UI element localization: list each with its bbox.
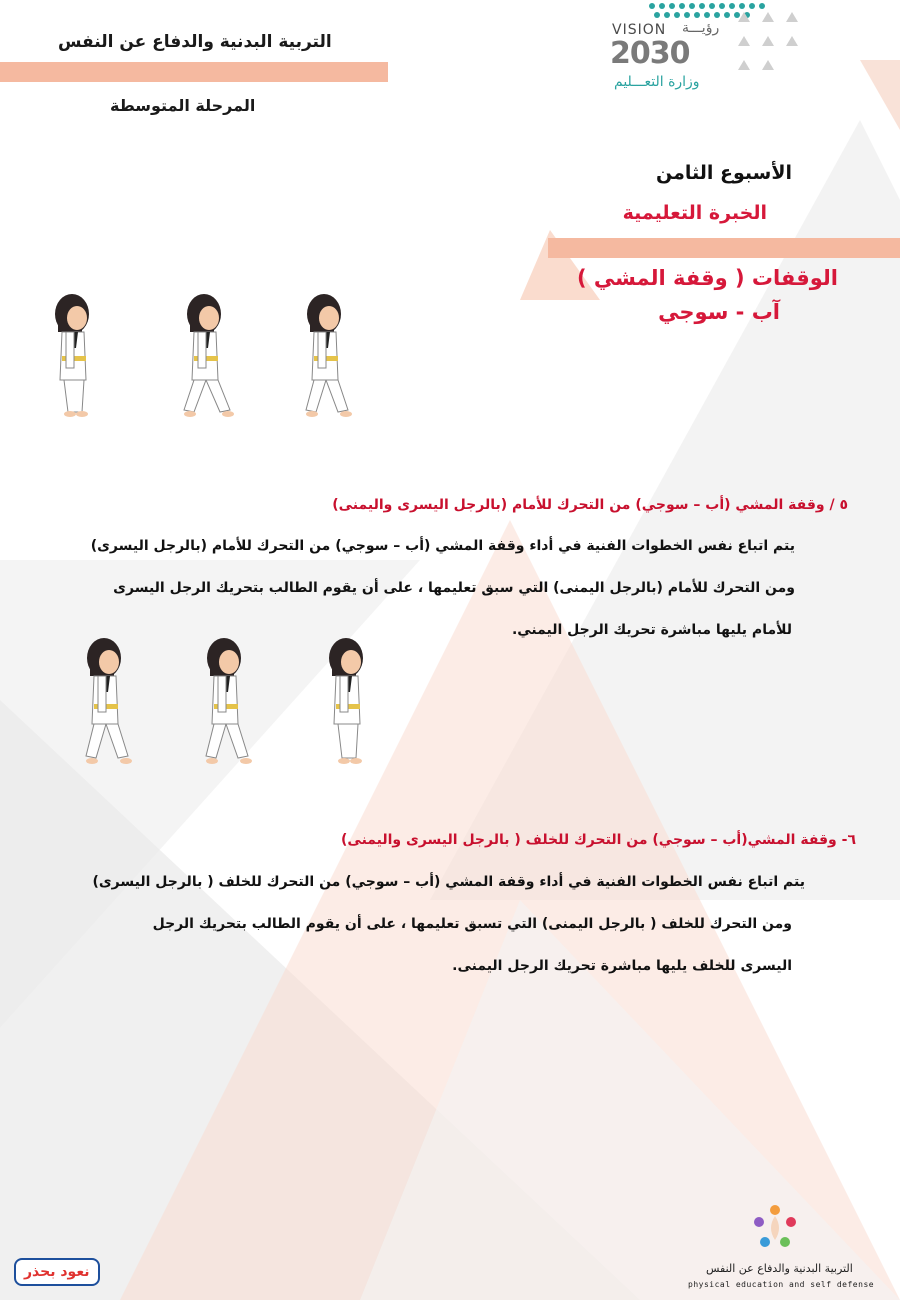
ministry-name: وزارة التعـــليم — [614, 74, 700, 90]
karate-figure-step-2 — [180, 288, 242, 420]
return-safely-badge: نعود بحذر — [14, 1258, 100, 1286]
week-label: الأسبوع الثامن — [655, 162, 792, 184]
karate-figure-step-5 — [200, 632, 262, 768]
experience-label: الخبرة التعليمية — [622, 202, 767, 224]
experience-band — [548, 238, 900, 258]
section-5-line-3: للأمام يليها مباشرة تحريك الرجل اليمني. — [511, 622, 792, 638]
vision-word: VISION — [612, 22, 667, 38]
footer-logo-english: physical education and self defense — [688, 1280, 875, 1289]
stance-title: الوقفات ( وقفة المشي ) — [577, 266, 838, 290]
karate-figure-step-3 — [300, 288, 362, 420]
pe-logo-icon — [745, 1200, 805, 1256]
section-6-line-3: اليسرى للخلف يليها مباشرة تحريك الرجل اليمنى. — [452, 958, 792, 974]
section-5-line-2: ومن التحرك للأمام (بالرجل اليمنى) التي سبق تعليمها ، على أن يقوم الطالب بتحريك الرجل اليسرى — [113, 580, 795, 596]
vision-2030-logo — [600, 0, 810, 100]
vision-number: 2030 — [610, 36, 690, 71]
section-5-title: ٥ / وقفة المشي (أب – سوجي) من التحرك للأمام (بالرجل اليسرى واليمنى) — [332, 497, 848, 513]
section-5-line-1: يتم اتباع نفس الخطوات الفنية في أداء وقفة المشي (أب – سوجي) من التحرك للأمام (بالرجل اليسرى) — [90, 538, 795, 554]
section-6-line-1: يتم اتباع نفس الخطوات الفنية في أداء وقفة المشي (أب – سوجي) من التحرك للخلف ( بالرجل اليسرى) — [92, 874, 805, 890]
footer-logo-arabic: التربية البدنية والدفاع عن النفس — [706, 1262, 853, 1275]
stance-subtitle: آب - سوجي — [658, 300, 780, 324]
header-band — [0, 62, 388, 82]
triangle-pattern-icon — [732, 8, 806, 78]
karate-figure-step-4 — [80, 632, 142, 768]
karate-figure-standing-6 — [322, 632, 374, 768]
section-6-line-2: ومن التحرك للخلف ( بالرجل اليمنى) التي تسبق تعليمها ، على أن يقوم الطالب بتحريك الرجل — [152, 916, 792, 932]
section-6-title: ٦- وقفة المشي(أب – سوجي) من التحرك للخلف ( بالرجل اليسرى واليمنى) — [341, 832, 856, 848]
karate-figure-standing-1 — [48, 288, 100, 420]
subject-title: التربية البدنية والدفاع عن النفس — [58, 32, 332, 52]
stage-title: المرحلة المتوسطة — [110, 96, 256, 115]
vision-arabic: رؤيـــة — [682, 20, 720, 36]
